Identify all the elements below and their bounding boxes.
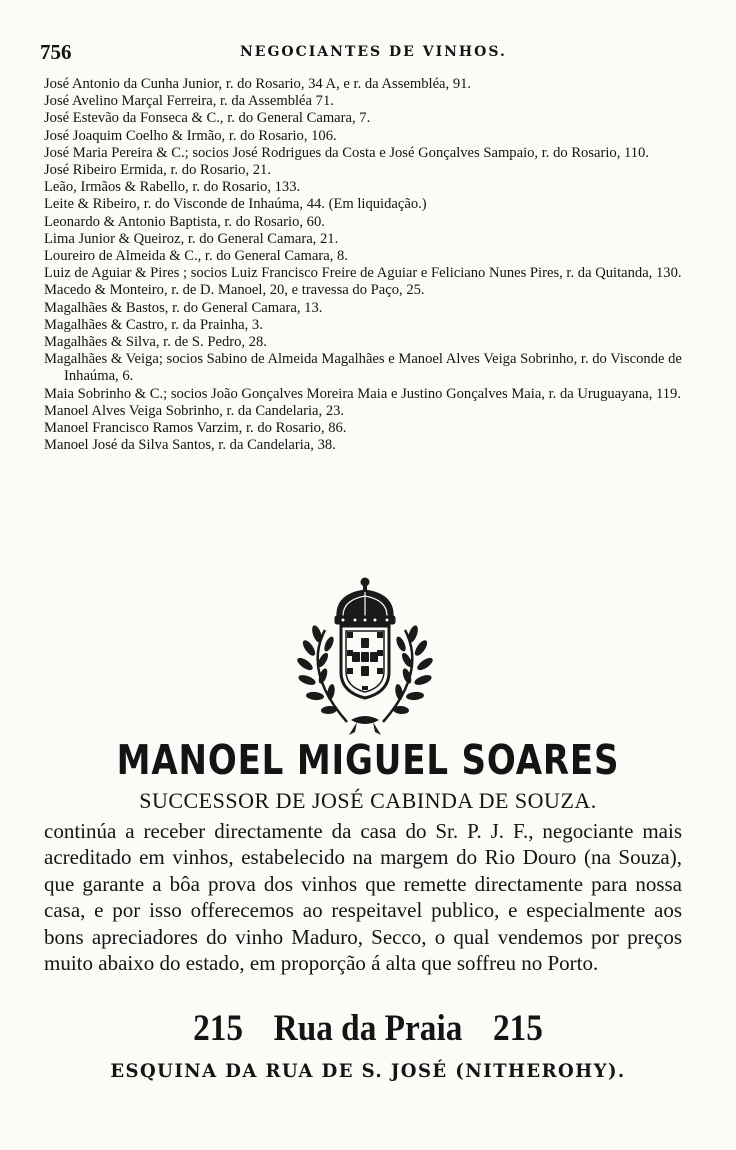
list-item: José Estevão da Fonseca & C., r. do General Camara, 7. xyxy=(44,110,371,127)
running-head: NEGOCIANTES DE VINHOS. xyxy=(240,44,507,60)
merchant-list xyxy=(44,76,684,454)
list-item: Magalhães & Castro, r. da Prainha, 3. xyxy=(44,316,263,333)
list-item: Luiz de Aguiar & Pires ; socios Luiz Francisco Freire de Aguiar e Feliciano Nunes Pires, r. da Quitanda, 130. xyxy=(44,265,682,282)
list-item: José Joaquim Coelho & Irmão, r. do Rosario, 106. xyxy=(44,127,337,144)
list-item: Leonardo & Antonio Baptista, r. do Rosario, 60. xyxy=(44,213,325,230)
advert-address xyxy=(37,1007,699,1050)
list-item: José Avelino Marçal Ferreira, r. da Assembléa 71. xyxy=(44,93,334,110)
address-number: 215 xyxy=(492,1008,543,1049)
crown-icon xyxy=(335,578,395,624)
list-item: Loureiro de Almeida & C., r. do General Camara, 8. xyxy=(44,248,348,265)
list-item: Leite & Ribeiro, r. do Visconde de Inhaúma, 44. (Em liquidação.) xyxy=(44,196,427,213)
list-item: Lima Junior & Queiroz, r. do General Camara, 21. xyxy=(44,230,339,247)
list-item: Magalhães & Veiga; socios Sabino de Almeida Magalhães e Manoel Alves Veiga Sobrinho, r. do Visconde de Inhaúma, 6. xyxy=(44,351,682,385)
list-item: José Ribeiro Ermida, r. do Rosario, 21. xyxy=(44,162,271,179)
advert-corner-line: ESQUINA DA RUA DE S. JOSÉ (NITHEROHY). xyxy=(110,1060,626,1082)
list-item: Macedo & Monteiro, r. de D. Manoel, 20, e travessa do Paço, 25. xyxy=(44,282,425,299)
advert-subtitle: SUCCESSOR DE JOSÉ CABINDA DE SOUZA. xyxy=(139,788,597,813)
list-item: Maia Sobrinho & C.; socios João Gonçalves Moreira Maia e Justino Gonçalves Maia, r. da Uruguayana, 119. xyxy=(44,385,681,402)
list-item: Magalhães & Bastos, r. do General Camara, 13. xyxy=(44,299,323,316)
list-item: Manoel José da Silva Santos, r. da Candelaria, 38. xyxy=(44,437,336,454)
address-number: 215 xyxy=(193,1008,244,1049)
list-item: Magalhães & Silva, r. de S. Pedro, 28. xyxy=(44,334,267,351)
shield-icon xyxy=(341,626,389,698)
list-item: José Maria Pereira & C.; socios José Rodrigues da Costa e José Gonçalves Sampaio, r. do Rosario, 110. xyxy=(44,144,650,161)
page-number: 756 xyxy=(40,40,72,64)
address-street: Rua da Praia xyxy=(273,1008,463,1049)
list-item: Manoel Alves Veiga Sobrinho, r. da Candelaria, 23. xyxy=(44,402,345,419)
advert-title: MANOEL MIGUEL SOARES xyxy=(116,736,620,784)
list-item: Manoel Francisco Ramos Varzim, r. do Rosario, 86. xyxy=(44,420,347,437)
advert-body: continúa a receber directamente da casa do Sr. P. J. F., negociante mais acreditado em vinhos, estabelecido na margem do Rio Douro (na Souza), que garante a bôa prova dos vinhos que remette directamente para nossa casa, e por isso offerecemos ao respeitavel publico, e especialmente aos bons apreciadores do vinho Maduro, Secco, o qual vendemos por preços muito abaixo do estado, em proporção á alta que soffreu no Porto. xyxy=(44,819,682,976)
list-item: Leão, Irmãos & Rabello, r. do Rosario, 133. xyxy=(44,179,301,196)
page-header xyxy=(40,40,680,64)
list-item: José Antonio da Cunha Junior, r. do Rosario, 34 A, e r. da Assembléa, 91. xyxy=(44,76,472,92)
coat-of-arms-emblem xyxy=(285,572,445,737)
